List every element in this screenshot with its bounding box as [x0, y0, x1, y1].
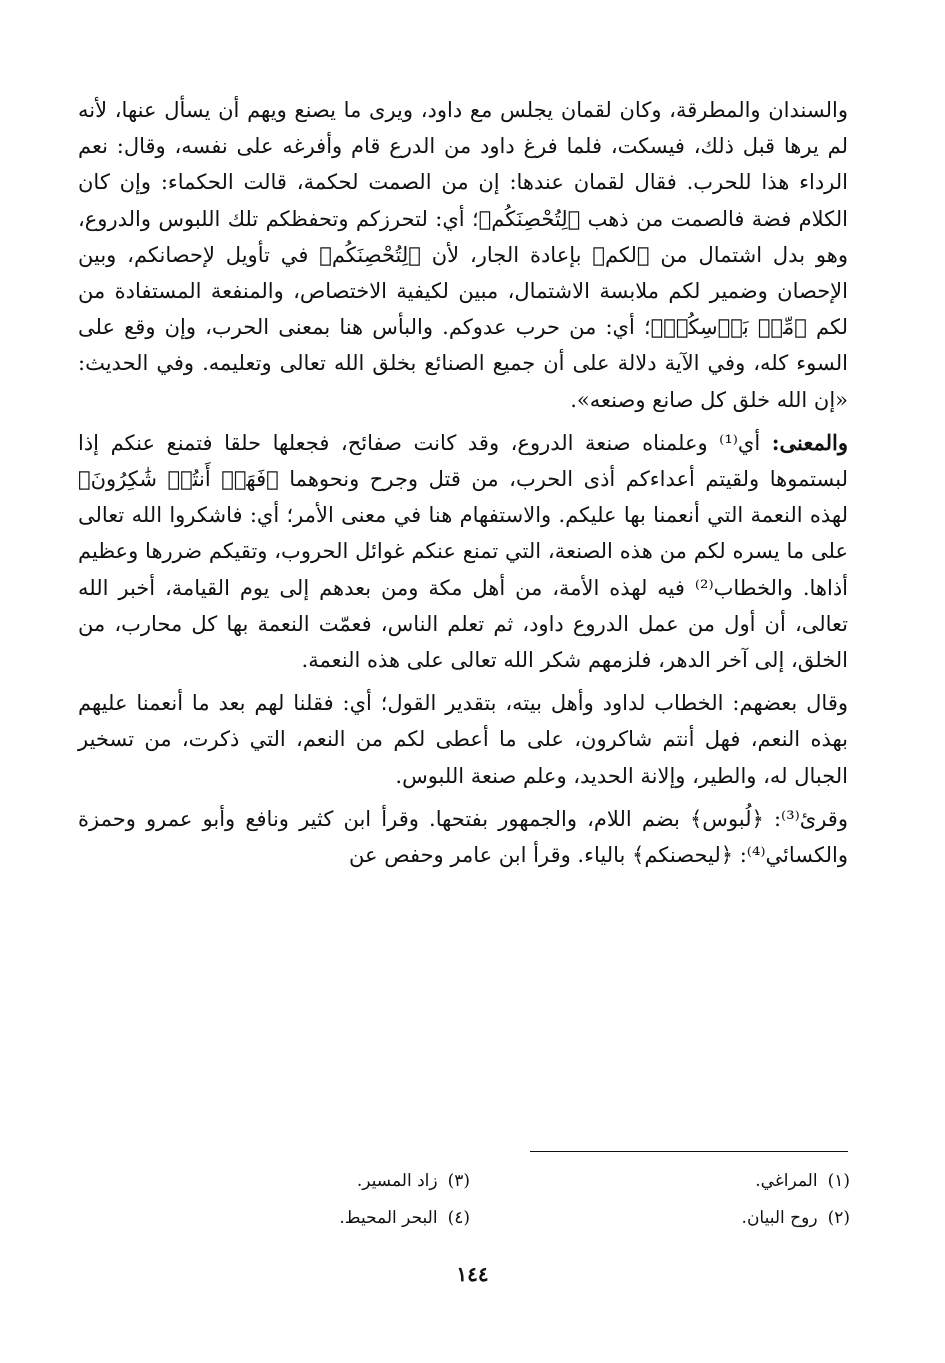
main-text	[78, 92, 848, 873]
footnote-2	[470, 1199, 850, 1236]
footnote-1	[470, 1162, 850, 1199]
footnote-number: (٣)	[447, 1170, 470, 1191]
paragraph-1	[78, 92, 848, 418]
paragraph-lead: والمعنى:	[771, 429, 848, 455]
footnote-4	[90, 1199, 470, 1236]
footnote-text: البحر المحيط.	[339, 1207, 438, 1228]
paragraph-2	[78, 425, 848, 678]
footnote-number: (٤)	[447, 1207, 470, 1228]
footnote-divider	[530, 1151, 848, 1152]
footnote-text: المراغي.	[755, 1170, 818, 1191]
footnote-text: روح البيان.	[741, 1207, 818, 1228]
paragraph-text: والسندان والمطرقة، وكان لقمان يجلس مع داود، ويرى ما يصنع ويهم أن يسأل عنها، لأنه لم يرها قبل ذلك، فيسكت، فلما فرغ داود من الدرع قام وأفرغه على نفسه، وقال: نعم الرداء هذا للحرب. فقال لقمان عندها: إن من الصمت لحكمة، قالت الحكماء: وإن كان الكلام فضة فالصمت من ذهب ﴿لِتُحْصِنَكُم﴾؛ أي: لتحرزكم وتحفظكم تلك اللبوس والدروع، وهو بدل اشتمال من ﴿لكم﴾ بإعادة الجار، لأن ﴿لِتُحْصِنَكُم﴾ في تأويل لإحصانكم، وبين الإحصان وضمير لكم ملابسة الاشتمال، مبين لكيفية الاختصاص، والمنفعة المستفادة من لكم ﴿مِّنۢ بَأۡسِكُمۡ﴾؛ أي: من حرب عدوكم. والبأس هنا بمعنى الحرب، وإن وقع على السوء كله، وفي الآية دلالة على أن جميع الصنائع بخلق الله تعالى وتعليمه. وفي الحديث: «إن الله خلق كل صانع وصنعه».	[78, 98, 848, 412]
paragraph-text: وقال بعضهم: الخطاب لداود وأهل بيته، بتقدير القول؛ أي: فقلنا لهم بعد ما أنعمنا عليهم بهذه النعم، فهل أنتم شاكرون، على ما أعطى لكم من النعم، التي ذكرت، من تسخير الجبال له، والطير، وإلانة الحديد، وعلم صنعة اللبوس.	[78, 691, 848, 788]
paragraph-4	[78, 801, 848, 873]
footnote-number: (٢)	[827, 1207, 850, 1228]
page-number: ١٤٤	[456, 1262, 489, 1286]
footnote-3	[90, 1162, 470, 1199]
footnotes	[90, 1162, 850, 1236]
footnote-text: زاد المسير.	[356, 1170, 438, 1191]
paragraph-3	[78, 685, 848, 794]
paragraph-text: أي⁽¹⁾ وعلمناه صنعة الدروع، وقد كانت صفائح، فجعلها حلقا فتمنع عنكم إذا لبستموها ولقيتم أعداءكم أذى الحرب، من قتل وجرح ونحوهما ﴿فَهَلۡ أَنتُمۡ شَٰكِرُونَ﴾ لهذه النعمة التي أنعمنا بها عليكم. والاستفهام هنا في معنى الأمر؛ أي: فاشكروا الله تعالى على ما يسره لكم من هذه الصنعة، التي تمنع عنكم غوائل الحروب، وتقيكم ضررها وعظيم أذاها. والخطاب⁽²⁾ فيه لهذه الأمة، من أهل مكة ومن بعدهم إلى يوم القيامة، أخبر الله تعالى، أن أول من عمل الدروع داود، ثم تعلم الناس، فعمّت النعمة بها كل محارب، من الخلق، إلى آخر الدهر، فلزمهم شكر الله تعالى على هذه النعمة.	[78, 430, 849, 673]
footnote-number: (١)	[827, 1170, 850, 1191]
paragraph-text: وقرئ⁽³⁾: ﴿لُبوس﴾ بضم اللام، والجمهور بفتحها. وقرأ ابن كثير ونافع وأبو عمرو وحمزة والكسائي⁽⁴⁾: ﴿ليحصنكم﴾ بالياء. وقرأ ابن عامر وحفص عن	[78, 806, 848, 868]
